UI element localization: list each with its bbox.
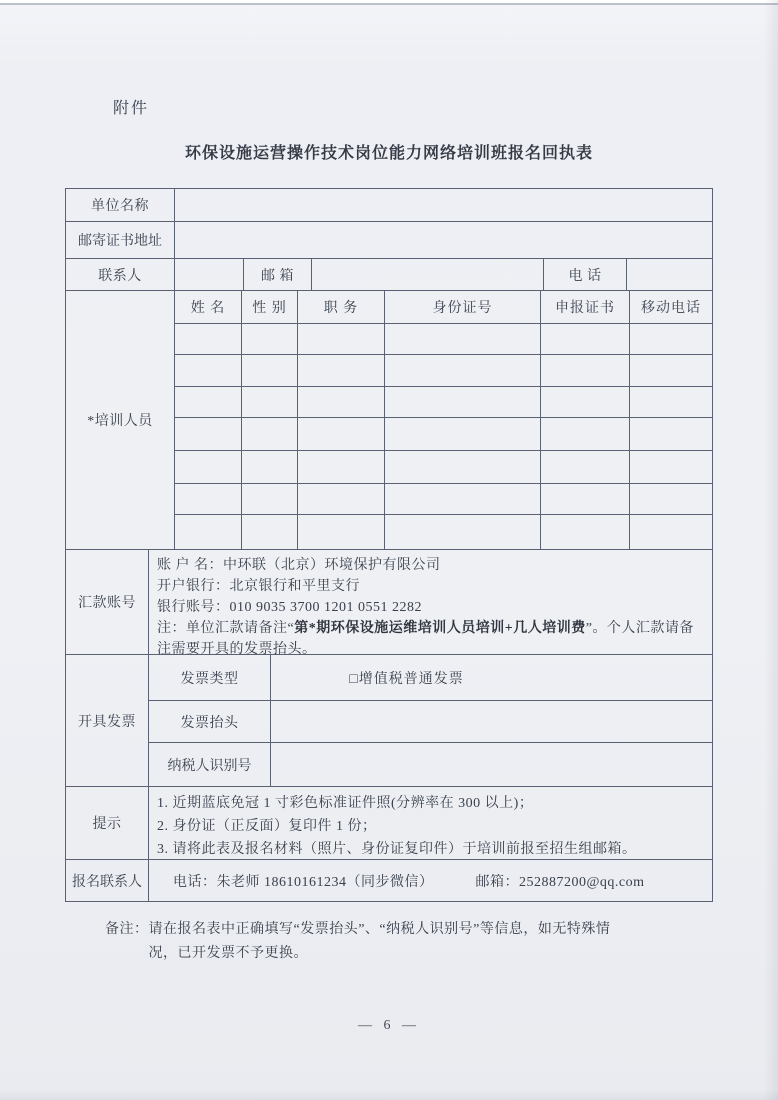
trainee-cell [175,387,241,417]
trainee-cell [241,451,297,483]
trainee-cell [297,387,384,417]
invoice-type-value: □增值税普通发票 [270,655,712,700]
trainee-cell [384,355,540,386]
remittance-note-suffix: ”。个人汇款请备注需要开具的发票抬头。 [157,621,694,657]
mailing-address-label: 邮寄证书地址 [78,234,162,249]
trainee-empty-row [175,386,712,417]
trainee-cell [540,355,629,386]
invoice-taxid-label: 纳税人识别号 [167,758,252,774]
registration-table [65,188,713,902]
invoice-subtable [148,655,712,786]
trainee-empty-row [175,514,712,549]
trainee-cell [629,355,712,386]
trainee-cell [241,484,297,514]
contact-label: 联系人 [98,268,142,284]
invoice-title-row [149,700,712,742]
footnote-text: 请在报名表中正确填写“发票抬头”、“纳税人识别号”等信息，如无特殊情况，已开发票不予更换。 [148,922,611,961]
trainee-cell [297,324,384,354]
col-header-name: 姓 名 [190,301,226,316]
trainee-cell [241,387,297,417]
col-header-cert: 申报证书 [540,291,629,323]
trainee-cell [540,484,629,514]
footnote-label: 备注： [105,922,149,937]
trainee-cell [629,418,712,450]
trainee-cell [175,484,241,514]
trainee-cell [175,324,241,354]
col-header-gender: 性 别 [241,291,297,323]
trainee-cell [629,484,712,514]
remittance-bank: 开户银行：北京银行和平里支行 [157,579,360,594]
invoice-title-label: 发票抬头 [180,715,239,731]
trainee-cell [297,418,384,450]
trainee-cell [540,418,629,450]
trainee-cell [175,418,241,450]
scan-shade [764,0,778,1100]
invoice-section [66,654,712,786]
invoice-label: 开具发票 [78,714,136,730]
trainee-cell [384,451,540,483]
trainee-cell [175,355,241,386]
scan-shade [0,1090,778,1100]
trainee-cell [629,324,712,354]
tips-content [148,787,712,859]
col-header-mobile: 移动电话 [629,291,712,323]
page-number: — 6 — [358,1018,420,1033]
trainee-cell [241,324,297,354]
trainee-empty-row [175,417,712,450]
form-title: 环保设施运营操作技术岗位能力网络培训班报名回执表 [184,145,593,162]
trainee-empty-row [175,450,712,483]
email-label: 邮 箱 [243,259,311,290]
trainees-label: *培训人员 [87,414,153,429]
trainee-cell [297,484,384,514]
col-header-idcard: 身份证号 [384,291,540,323]
col-header-duty: 职 务 [297,291,384,323]
trainee-cell [297,451,384,483]
trainee-cell [384,324,540,354]
trainee-cell [540,515,629,549]
trainees-header-row [175,291,712,323]
trainee-cell [241,355,297,386]
tips-row [66,786,712,859]
contact-value [174,259,243,290]
trainee-cell [540,387,629,417]
trainee-cell [629,387,712,417]
tips-line-1: 1. 近期蓝底免冠 1 寸彩色标准证件照(分辨率在 300 以上)； [157,796,534,811]
trainee-empty-row [175,483,712,514]
remittance-account-name: 账 户 名：中环联（北京）环境保护有限公司 [157,558,441,573]
footnote [105,918,685,966]
registration-contact-phone: 电话：朱老师 18610161234（同步微信） [173,874,434,890]
invoice-type-row [149,655,712,700]
registration-contact-content [148,860,712,901]
remittance-note-bold: 第*期环保设施运维培训人员培训+几人培训费 [294,621,586,636]
mailing-address-row [66,221,712,258]
email-value [311,259,543,290]
phone-label: 电 话 [543,259,626,290]
trainee-cell [241,418,297,450]
trainee-cell [297,355,384,386]
invoice-type-label: 发票类型 [180,671,239,687]
contact-row [66,258,712,290]
trainee-cell [175,451,241,483]
trainee-cell [629,515,712,549]
remittance-note [157,618,702,660]
scan-edge-line [0,3,778,5]
invoice-title-value [270,701,712,742]
trainee-cell [297,515,384,549]
trainee-cell [540,451,629,483]
trainee-cell [384,515,540,549]
trainee-cell [384,387,540,417]
unit-name-value [174,189,712,221]
unit-name-row [66,189,712,221]
trainee-cell [540,324,629,354]
invoice-taxid-value [270,743,712,786]
tips-line-3: 3. 请将此表及报名材料（照片、身份证复印件）于培训前报至招生组邮箱。 [157,842,637,857]
remittance-account-number: 银行账号：010 9035 3700 1201 0551 2282 [157,600,422,615]
remittance-content [148,550,712,657]
tips-line-2: 2. 身份证（正反面）复印件 1 份； [157,819,377,834]
trainee-empty-row [175,323,712,354]
mailing-address-value [174,222,712,258]
trainee-cell [384,484,540,514]
registration-contact-row [66,859,712,901]
trainee-cell [175,515,241,549]
registration-contact-email: 邮箱：252887200@qq.com [475,874,645,890]
remittance-note-prefix: 注：单位汇款请备注“ [157,621,295,636]
trainee-cell [629,451,712,483]
trainee-cell [241,515,297,549]
phone-value [626,259,712,290]
registration-contact-label: 报名联系人 [72,874,142,890]
trainees-section [66,290,712,549]
trainees-table [174,291,712,549]
invoice-taxid-row [149,742,712,786]
attachment-label: 附件 [113,100,150,117]
trainee-cell [384,418,540,450]
remittance-label: 汇款账号 [78,596,136,611]
tips-label: 提示 [92,817,122,832]
unit-name-label: 单位名称 [91,199,149,214]
remittance-row [66,549,712,657]
trainee-empty-row [175,354,712,386]
